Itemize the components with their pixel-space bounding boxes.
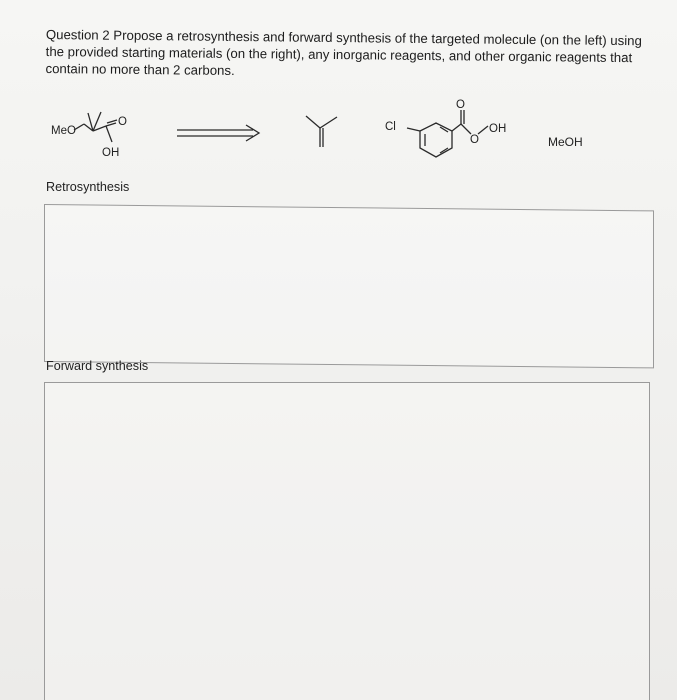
question-text: Question 2 Propose a retrosynthesis and forward synthesis of the targeted molecule (on the left) using the provided starting materials (on the right), any inorganic reagents, and other organic reagents that contain no more than 2 carbons. [45, 26, 642, 78]
ester-oxygen-label: O [470, 134, 479, 146]
retrosynthesis-answer-box[interactable] [44, 204, 654, 368]
chloro-label: Cl [385, 121, 396, 133]
peroxy-hydroxyl-label: OH [489, 123, 507, 135]
forward-synthesis-heading: Forward synthesis [46, 359, 149, 373]
retrosynthesis-heading: Retrosynthesis [46, 180, 130, 194]
retrosynthesis-arrow [177, 125, 259, 141]
methanol-label: MeOH [548, 135, 583, 149]
target-molecule [74, 112, 117, 142]
target-methoxy-label: MeO [51, 125, 76, 137]
alkene-molecule [306, 116, 337, 147]
target-hydroxyl-label: OH [102, 147, 120, 159]
target-carbonyl-label: O [118, 116, 127, 128]
carbonyl-oxygen-label: O [456, 99, 465, 111]
forward-synthesis-answer-box[interactable] [44, 382, 650, 700]
